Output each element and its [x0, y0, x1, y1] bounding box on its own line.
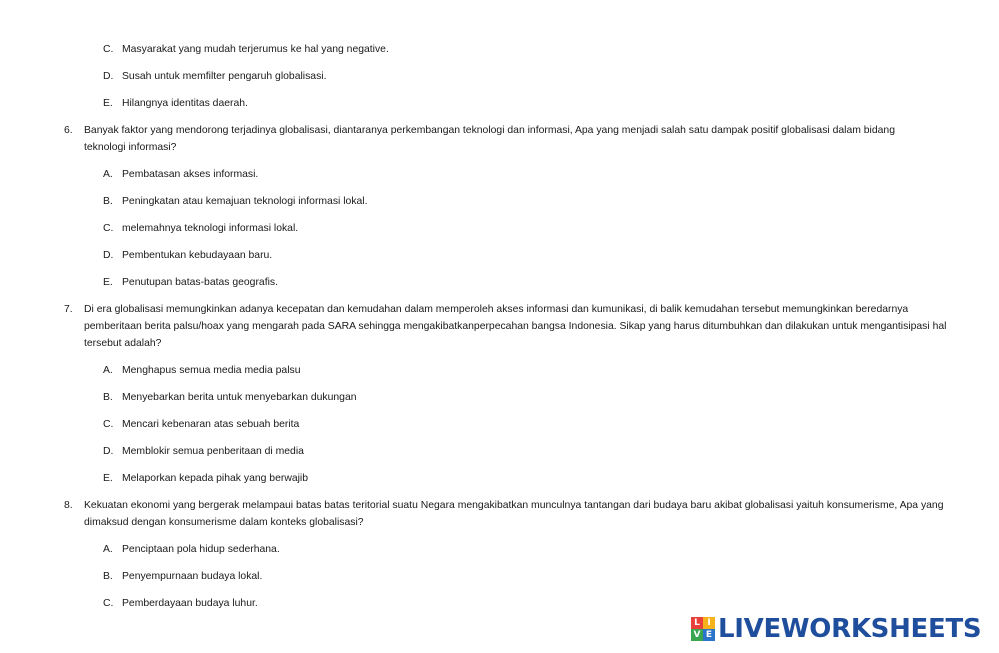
question-text: Di era globalisasi memungkinkan adanya kecepatan dan kemudahan dalam memperoleh akses informasi dan kumunikasi, di balik kemudahan tersebut memungkinkan beredarnya pemberitaan berita palsu/hoax yang mengarah pada SARA sehingga mengakibatkanperpecahan bangsa Indonesia. Sikap yang harus ditumbuhkan dan dilakukan untuk mengantisipasi hal tersebut adalah? [84, 304, 947, 349]
option-letter: E. [103, 98, 113, 109]
option-text: Menghapus semua media media palsu [122, 365, 301, 376]
option-text: Penutupan batas-batas geografis. [122, 277, 278, 288]
option-text: melemahnya teknologi informasi lokal. [122, 223, 299, 234]
option-text: Melaporkan kepada pihak yang berwajib [122, 473, 308, 484]
option-text: Masyarakat yang mudah terjerumus ke hal yang negative. [122, 44, 389, 55]
liveworksheets-logo[interactable] [691, 614, 981, 644]
option-text: Memblokir semua penberitaan di media [122, 446, 304, 457]
option-text: Penyempurnaan budaya lokal. [122, 571, 263, 582]
question-text: Banyak faktor yang mendorong terjadinya globalisasi, diantaranya perkembangan teknologi dan informasi, Apa yang menjadi salah satu dampak positif globalisasi dalam bidang teknologi informasi? [84, 125, 895, 153]
option-text: Penciptaan pola hidup sederhana. [122, 544, 280, 555]
live-mark-icon [691, 617, 715, 641]
option-text: Mencari kebenaran atas sebuah berita [122, 419, 300, 430]
live-mark-letter: L [691, 617, 703, 629]
question-text: Kekuatan ekonomi yang bergerak melampaui batas batas teritorial suatu Negara mengakibatkan munculnya tantangan dari budaya baru akibat globalisasi yaituh konsumerisme, Apa yang dimaksud dengan konsumerisme dalam konteks globalisasi? [84, 500, 944, 528]
option-letter: B. [103, 392, 113, 403]
option-letter: A. [103, 169, 113, 180]
live-mark-letter: I [703, 617, 715, 629]
option-letter: C. [103, 44, 114, 55]
option-letter: D. [103, 446, 114, 457]
option-text: Pembentukan kebudayaan baru. [122, 250, 273, 261]
question-number: 6. [64, 125, 73, 136]
option-letter: A. [103, 544, 113, 555]
option-text: Pemberdayaan budaya luhur. [122, 598, 258, 609]
option-letter: C. [103, 419, 114, 430]
option-letter: B. [103, 196, 113, 207]
live-mark-letter: V [691, 629, 703, 641]
option-letter: C. [103, 223, 114, 234]
option-letter: E. [103, 277, 113, 288]
option-letter: A. [103, 365, 113, 376]
question-number: 7. [64, 304, 73, 315]
question-number: 8. [64, 500, 73, 511]
logo-text: LIVEWORKSHEETS [718, 614, 982, 644]
option-text: Pembatasan akses informasi. [122, 169, 259, 180]
option-letter: B. [103, 571, 113, 582]
option-text: Menyebarkan berita untuk menyebarkan dukungan [122, 392, 357, 403]
option-letter: D. [103, 71, 114, 82]
option-text: Susah untuk memfilter pengaruh globalisasi. [122, 71, 327, 82]
option-letter: C. [103, 598, 114, 609]
option-text: Hilangnya identitas daerah. [122, 98, 248, 109]
live-mark-letter: E [703, 629, 715, 641]
option-letter: D. [103, 250, 114, 261]
option-letter: E. [103, 473, 113, 484]
option-text: Peningkatan atau kemajuan teknologi informasi lokal. [122, 196, 368, 207]
